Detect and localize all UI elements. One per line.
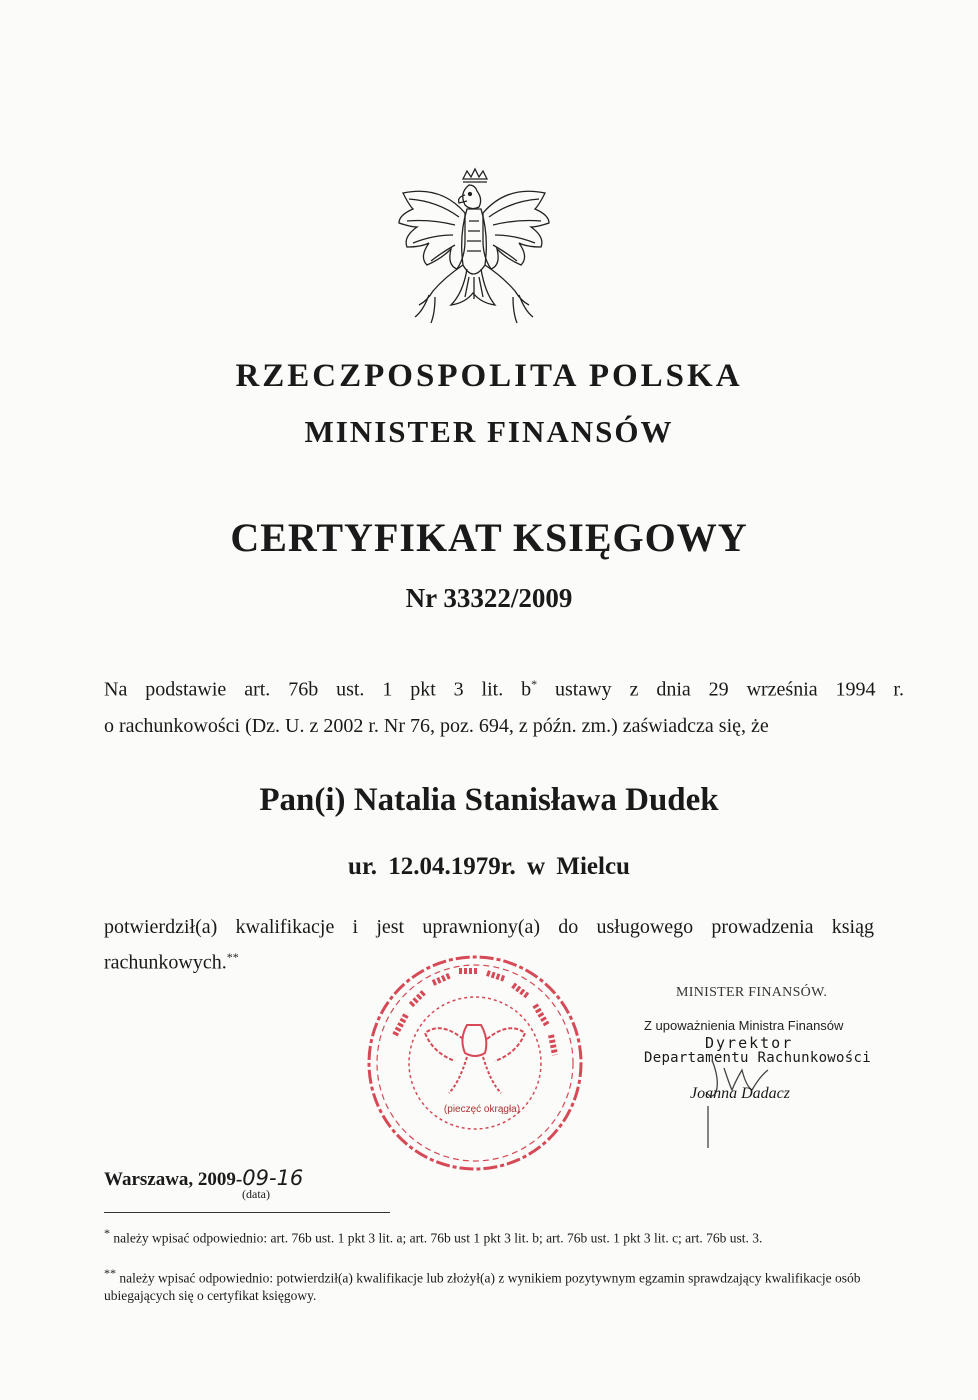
signatory-title: MINISTER FINANSÓW. <box>676 985 828 1000</box>
footnote-1: * należy wpisać odpowiednio: art. 76b ust. 1 pkt 3 lit. a; art. 76b ust 1 pkt 3 lit. b; art. 76b ust. 1 pkt 3 lit. c; art. 76b ust. 3. <box>104 1226 763 1246</box>
certificate-number: Nr 33322/2009 <box>405 583 573 613</box>
department-line: Departamentu Rachunkowości <box>644 1050 871 1066</box>
holder-name: Pan(i) Natalia Stanisława Dudek <box>259 782 719 818</box>
qualification-line-1: potwierdził(a) kwalifikacje i jest uprawniony(a) do usługowego prowadzenia ksiąg <box>104 916 874 938</box>
ministry-heading: MINISTER FINANSÓW <box>304 414 674 449</box>
seal-caption: (pieczęć okrągła) <box>443 1104 521 1115</box>
director-line: Dyrektor <box>705 1034 794 1052</box>
signatory-name: Joanna Dadacz <box>690 1085 790 1102</box>
legal-basis-line-1: Na podstawie art. 76b ust. 1 pkt 3 lit. b* ustawy z dnia 29 września 1994 r. <box>104 677 904 701</box>
legal-basis-line-2: o rachunkowości (Dz. U. z 2002 r. Nr 76, poz. 694, z późn. zm.) zaświadcza się, że <box>104 715 769 737</box>
white-eagle-emblem-icon <box>389 165 557 345</box>
date-caption: (data) <box>242 1187 270 1201</box>
issue-place-date: Warszawa, 2009-09-16 <box>104 1166 304 1190</box>
certificate-title: CERTYFIKAT KSIĘGOWY <box>230 515 748 560</box>
handwritten-date: 09-16 <box>242 1166 304 1190</box>
official-seal-stamp <box>355 943 595 1183</box>
birth-info: ur. 12.04.1979r. w Mielcu <box>348 853 630 880</box>
authorization-line: Z upoważnienia Ministra Finansów <box>644 1018 844 1033</box>
footnote-divider <box>104 1212 390 1213</box>
state-heading: RZECZPOSPOLITA POLSKA <box>235 358 743 394</box>
footnote-2: ** należy wpisać odpowiednio: potwierdził(a) kwalifikacje lub złożył(a) z wynikiem pozytywnym egzamin sprawdzający kwalifikacje osób ubiegających się o certyfikat księgowy. <box>104 1266 861 1303</box>
qualification-line-2: rachunkowych.** <box>104 950 239 974</box>
footnote-ref-2: ** <box>226 950 239 964</box>
footnote-ref-1: * <box>531 677 538 691</box>
